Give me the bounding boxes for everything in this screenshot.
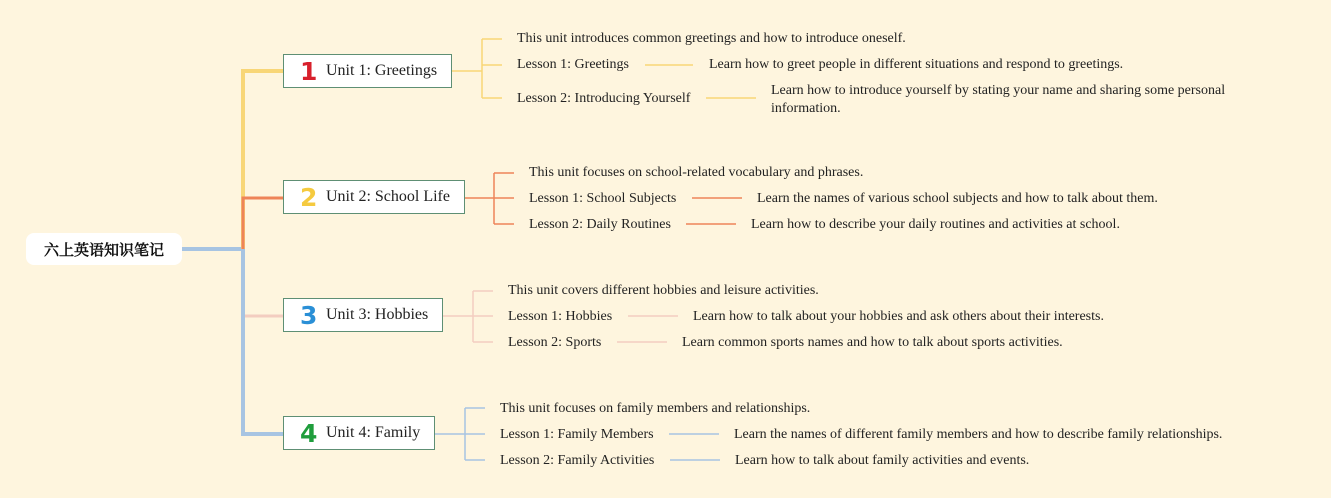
unit4-topic[interactable] — [283, 416, 435, 450]
trunk-unit2 — [243, 198, 283, 249]
unit4-number-icon: 4 — [300, 418, 318, 448]
unit1-number-icon: 1 — [300, 56, 318, 86]
unit1-lesson2-detail[interactable]: Learn how to introduce yourself by stating your name and sharing some personal information. — [771, 83, 1226, 116]
unit3-number-icon: 3 — [300, 300, 318, 330]
unit3-lesson1-detail[interactable]: Learn how to talk about your hobbies and ask others about their interests. — [693, 309, 1104, 324]
unit2-lesson2-title[interactable]: Lesson 2: Daily Routines — [529, 217, 671, 232]
unit3-topic[interactable] — [283, 298, 443, 332]
unit3-summary[interactable]: This unit covers different hobbies and leisure activities. — [508, 283, 819, 298]
unit2-summary[interactable]: This unit focuses on school-related vocabulary and phrases. — [529, 165, 864, 180]
trunk-unit4 — [243, 249, 283, 434]
unit2-topic[interactable] — [283, 180, 465, 214]
unit4-lesson1-detail[interactable]: Learn the names of different family members and how to describe family relationships. — [734, 427, 1223, 442]
unit4-summary[interactable]: This unit focuses on family members and relationships. — [500, 401, 811, 416]
unit2-lesson2-detail[interactable]: Learn how to describe your daily routines and activities at school. — [751, 217, 1120, 232]
unit1-lesson1-detail[interactable]: Learn how to greet people in different situations and respond to greetings. — [709, 57, 1124, 72]
unit4-title: Unit 4: Family — [326, 424, 421, 441]
unit1-lesson2-title[interactable]: Lesson 2: Introducing Yourself — [517, 91, 691, 106]
trunk-unit1 — [243, 71, 283, 249]
unit4-lesson1-title[interactable]: Lesson 1: Family Members — [500, 427, 654, 442]
unit3-title: Unit 3: Hobbies — [326, 306, 429, 323]
unit2-lesson1-title[interactable]: Lesson 1: School Subjects — [529, 191, 677, 206]
unit4-lesson2-detail[interactable]: Learn how to talk about family activities and events. — [735, 453, 1030, 468]
unit1-title: Unit 1: Greetings — [326, 62, 438, 79]
unit4-lesson2-title[interactable]: Lesson 2: Family Activities — [500, 453, 655, 468]
unit3-lesson1-title[interactable]: Lesson 1: Hobbies — [508, 309, 613, 324]
unit2-number-icon: 2 — [300, 182, 318, 212]
root-topic[interactable]: 六上英语知识笔记 — [26, 233, 182, 265]
unit3-lesson2-title[interactable]: Lesson 2: Sports — [508, 335, 602, 350]
unit2-lesson1-detail[interactable]: Learn the names of various school subjects and how to talk about them. — [757, 191, 1158, 206]
unit3-lesson2-detail[interactable]: Learn common sports names and how to talk about sports activities. — [682, 335, 1063, 350]
unit1-topic[interactable] — [283, 54, 452, 88]
unit1-lesson1-title[interactable]: Lesson 1: Greetings — [517, 57, 629, 72]
unit2-title: Unit 2: School Life — [326, 188, 450, 205]
unit1-summary[interactable]: This unit introduces common greetings and how to introduce oneself. — [517, 31, 906, 46]
